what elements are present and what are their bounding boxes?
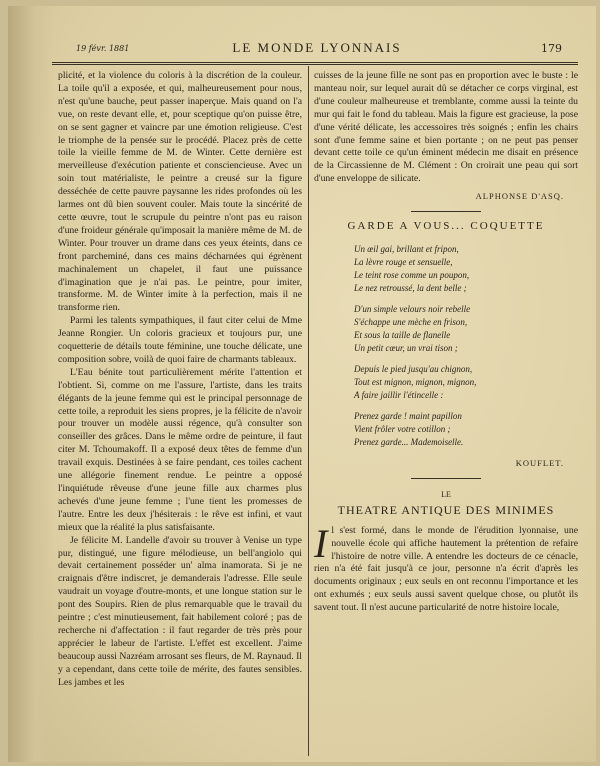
poem-line: Un œil gai, brillant et fripon, xyxy=(354,243,459,254)
right-column xyxy=(314,70,578,615)
page-header xyxy=(52,38,582,58)
article-title: THEATRE ANTIQUE DES MINIMES xyxy=(337,502,555,517)
poem-line: Depuis le pied jusqu'au chignon, xyxy=(354,363,473,374)
drop-cap: I xyxy=(314,520,328,566)
paragraph: cuisses de la jeune fille ne sont pas en proportion avec le buste : le manteau noir, sur lequel aurait dû se détacher ce corps virginal, est d'une couleur malheureuse et tremblante, comme aussi la teinte du mur qui fait le fond du tableau. Mais la figure est gracieuse, la pose d'une vérité délicate, les accessoires très soignés ; enfin les chairs sont d'une femme saine et bien portante ; on ne peut pas penser devant cette toile ce qu'un éminent médecin me disait en présence de la Circassienne de M. Clément : On croirait une peau qui sort d'une enveloppe de silicate. xyxy=(314,70,578,185)
issue-date: 19 févr. 1881 xyxy=(76,44,130,53)
poem-line: La lèvre rouge et sensuelle, xyxy=(354,256,453,267)
section-rule xyxy=(411,478,481,479)
poem-stanza xyxy=(354,303,578,355)
journal-title: LE MONDE LYONNAIS xyxy=(232,40,402,55)
poem-line: Prenez garde ! maint papillon xyxy=(354,410,462,421)
signature: KOUFLET. xyxy=(515,457,564,468)
paragraph: plicité, et la violence du coloris à la discrétion de la couleur. La toile qu'il a exposée, et qui, malheureusement pour nous, n'est qu'une bauche, peut passer inaperçue. Mais quand on l'a vue, on reste devant elle, et, pour sceptique qu'on puisse être, on se sent gagner et vaincre par une émotion religieuse. C'est le triomphe de la pensée sur le procédé. Placez près de cette toile la vieille femme de M. de Winter. Cette dernière est merveilleuse d'exécution patiente et consciencieuse. Avec un soin tout matérialiste, le peintre a creusé sur la figure desséchée de cette pauvre paysanne les rides profondes où les larmes ont dû bien souvent couler. Mais toute la sincérité de cette œuvre, tout le scrupule du peintre n'ont pas eu raison d'une froideur générale qu'imposait la manière même de M. de Winter. Pour trouver un drame dans ces yeux éteints, dans ce front parcheminé, dans ces mains décharnées qui égrènent machinalement un chapelet, il faut une puissance d'imagination que je n'ai pas. Le peintre, pour imiter, transforme. M. de Winter imite à la perfection, mais il ne transforme rien. xyxy=(58,70,302,314)
binding-gutter xyxy=(8,6,54,762)
left-column xyxy=(58,70,302,690)
paragraph: Je félicite M. Landelle d'avoir su trouver à Venise un type pur, distingué, une figure mélodieuse, un bell'angiolo qui devait certainement posséder un' alma inamorata. Si je ne craignais d'être indiscret, je demanderais l'adresse. Elle seule vaudrait un voyage d'outre-monts, et une longue station sur le pont des Soupirs. Rien de plus remarquable que le travail du peintre ; c'est minutieusement, fait habilement coloré ; pas de recherche ni d'affectation : il faut regarder de très près pour apprécier le labeur de l'artiste. L'effet est excellent. J'aime beaucoup aussi Nazréam arrosant ses fleurs, de M. Raynaud. Il y a cependant, dans cette toile de mérite, des fautes sensibles. Les jambes et les xyxy=(58,534,302,688)
article-text: l s'est formé, dans le monde de l'érudition lyonnaise, une nouvelle école qui affiche hautement la prétention de refaire l'histoire de notre ville. A entendre les docteurs de ce cénacle, rien n'a été fait jusqu'à ce jour, personne n'a écrit d'après les documents originaux ; eux seuls en ont reconnu l'importance et les ont exhumés ; eux seuls aussi savent quelque chose, ou plutôt ils savent tout. Il n'est aucune particularité de notre histoire locale, xyxy=(314,524,578,614)
poem-stanza xyxy=(354,243,578,295)
poem-line: A faire jaillir l'étincelle : xyxy=(354,389,444,400)
poem-stanza xyxy=(354,363,578,402)
article-pretitle: LE xyxy=(441,489,451,499)
poem-line: Prenez garde... Mademoiselle. xyxy=(354,436,464,447)
header-rule xyxy=(52,62,578,63)
poem-line: Vient frôler votre cotillon ; xyxy=(354,423,451,434)
poem-line: Le teint rose comme un poupon, xyxy=(354,269,470,280)
poem xyxy=(354,243,578,449)
poem-line: D'un simple velours noir rebelle xyxy=(354,303,471,314)
column-divider xyxy=(308,66,309,756)
poem-line: Un petit cœur, un vrai tison ; xyxy=(354,342,458,353)
poem-stanza xyxy=(354,410,578,449)
paragraph: L'Eau bénite tout particulièrement mérite l'attention et l'obtient. Si, comme on me l'assure, l'artiste, dans les traits élégants de la jeune femme qui est le principal personnage de cette toile, a reproduit les siens propres, je la félicite de n'avoir pour trouver un modèle aussi régence, qu'à consulter son conseiller des grâces. Dans le même ordre de peinture, il faut citer M. Tchoumakoff. Il a exposé deux têtes de femme d'un travail exquis. Destinées à se faire pendant, ces toiles cachent une allégorie finement rendue. Le peintre a opposé l'inquiétude rêveuse d'une jeune fille aux charmes plus achevés d'une jeune femme ; l'une tient les promesses de l'autre. Entre les deux j'hésiterais : le rêve est infini, et vaut mieux que la réalité la plus satisfaisante. xyxy=(58,366,302,533)
page-number: 179 xyxy=(541,42,562,55)
poem-line: Tout est mignon, mignon, mignon, xyxy=(354,376,477,387)
article-body xyxy=(314,520,578,615)
header-rule-double xyxy=(52,64,578,65)
section-rule xyxy=(411,211,481,212)
poem-title: GARDE A VOUS... COQUETTE xyxy=(347,220,545,233)
paragraph: Parmi les talents sympathiques, il faut citer celui de Mme Jeanne Rongier. Un coloris gracieux et toujours pur, une coquetterie de détails toute féminine, une touche délicate, une composition sobre, voilà de quoi faire de charmants tableaux. xyxy=(58,315,302,365)
poem-line: Le nez retroussé, la dent belle ; xyxy=(354,282,467,293)
poem-line: S'échappe une mèche en frison, xyxy=(354,316,468,327)
poem-line: Et sous la taille de flanelle xyxy=(354,329,451,340)
signature: ALPHONSE D'ASQ. xyxy=(475,191,564,202)
